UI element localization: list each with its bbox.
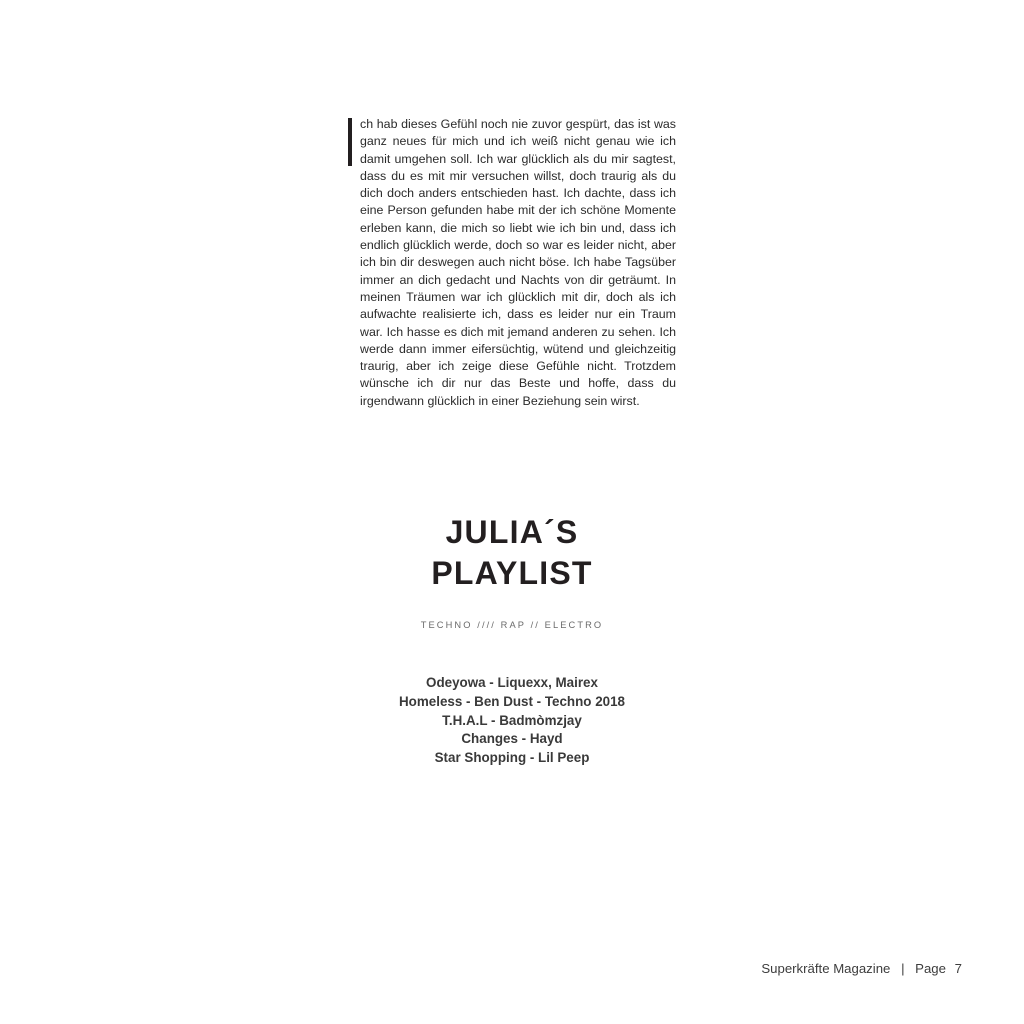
footer-page-label: Page	[915, 961, 946, 976]
playlist-subtitle: TECHNO //// RAP // ELECTRO	[420, 620, 604, 630]
list-item: Odeyowa - Liquexx, Mairex	[426, 675, 598, 690]
playlist-title	[348, 512, 676, 594]
footer-separator: |	[901, 961, 905, 976]
list-item: T.H.A.L - Badmòmzjay	[442, 712, 582, 728]
footer-magazine-title: Superkräfte Magazine	[761, 961, 891, 976]
page-footer	[761, 961, 962, 976]
article-block	[348, 116, 676, 410]
footer-page-number: 7	[954, 961, 962, 976]
article-body-text: ch hab dieses Gefühl noch nie zuvor gespürt, das ist was ganz neues für mich und ich weiß nicht genau wie ich damit umgehen soll. Ich war glücklich als du mir sagtest, dass du es mit mir versuchen willst, doch traurig als du dich doch anders entschieden hast. Ich dachte, dass ich eine Person gefunden habe mit der ich schöne Momente erleben kann, die mich so liebt wie ich bin und, dass ich endlich glücklich werde, doch so war es leider nicht, aber ich bin dir deswegen auch nicht böse. Ich habe Tagsüber immer an dich gedacht und Nachts von dir geträumt. In meinen Träumen war ich glücklich mit dir, doch als ich aufwachte realisierte ich, dass es leider nur ein Traum war. Ich hasse es dich mit jemand anderen zu sehen. Ich werde dann immer eifersüchtig, wütend und gleichzeitig traurig, aber ich zeige diese Gefühle nicht. Trotzdem wünsche ich dir nur das Beste und hoffe, dass du irgendwann glücklich in einer Beziehung sein wirst.	[360, 117, 676, 408]
playlist-title-line-2: PLAYLIST	[431, 555, 593, 591]
list-item: Homeless - Ben Dust - Techno 2018	[399, 693, 625, 709]
list-item: Star Shopping - Lil Peep	[434, 750, 590, 766]
playlist-track-list	[348, 674, 676, 768]
playlist-title-line-1: JULIA´S	[445, 514, 579, 550]
playlist-section	[348, 512, 676, 768]
list-item: Changes - Hayd	[461, 731, 563, 747]
dropcap-bar	[348, 118, 352, 166]
